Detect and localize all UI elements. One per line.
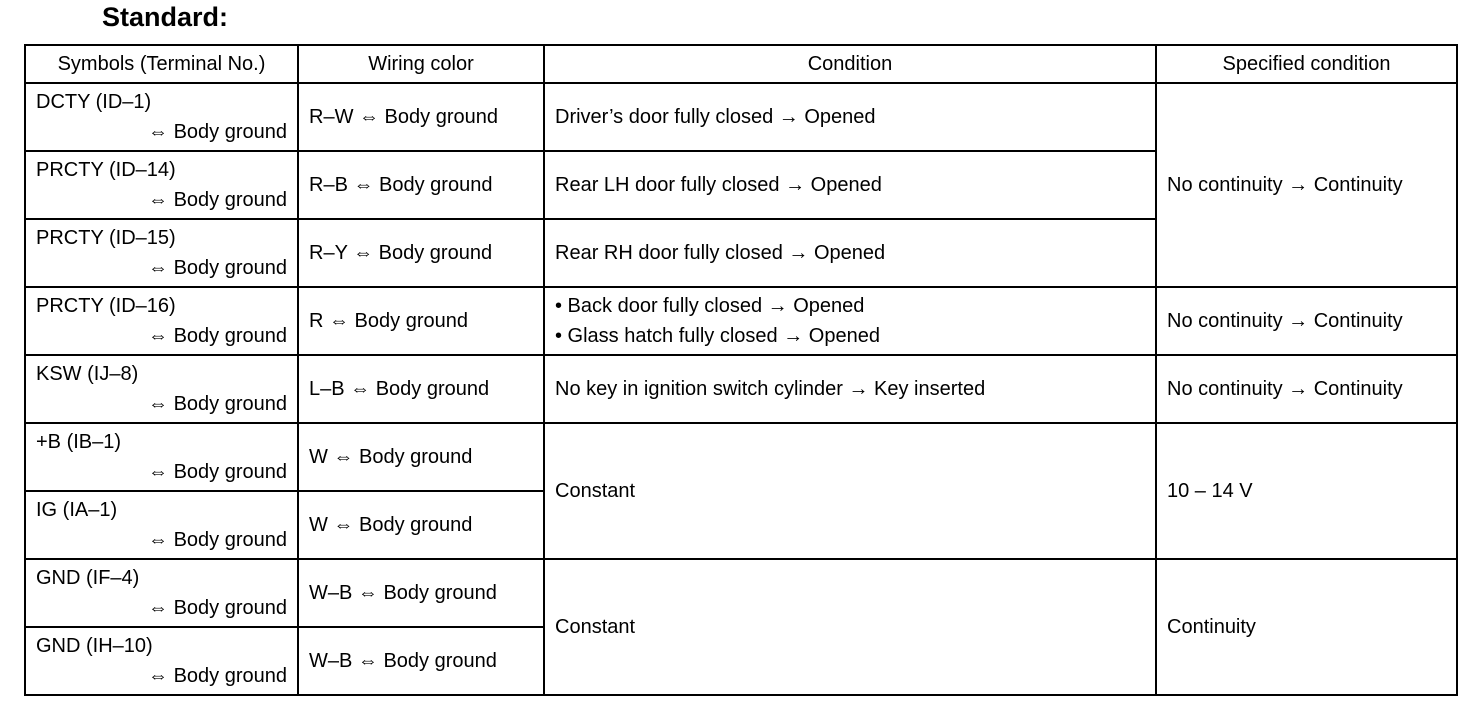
symbol-cell <box>25 83 298 151</box>
symbol-cell <box>25 559 298 627</box>
header-row <box>25 45 1457 83</box>
header-specified: Specified condition <box>1156 45 1457 83</box>
symbol-ground: ⇔ Body ground <box>148 189 287 211</box>
condition-cell: No key in ignition switch cylinder → Key inserted <box>544 355 1156 423</box>
symbol-ground: ⇔ Body ground <box>148 121 287 143</box>
symbol-cell <box>25 355 298 423</box>
specified-cell: Continuity <box>1156 559 1457 695</box>
wiring-cell: W ⇔ Body ground <box>298 491 544 559</box>
symbol-cell <box>25 423 298 491</box>
table-row <box>25 423 1457 491</box>
symbol-cell <box>25 627 298 695</box>
specified-cell: No continuity → Continuity <box>1156 355 1457 423</box>
symbol-ground: ⇔ Body ground <box>148 257 287 279</box>
wiring-cell: R–W ⇔ Body ground <box>298 83 544 151</box>
symbol-ground: ⇔ Body ground <box>148 393 287 415</box>
header-symbols: Symbols (Terminal No.) <box>25 45 298 83</box>
symbol-cell <box>25 151 298 219</box>
symbol-ground: ⇔ Body ground <box>148 665 287 687</box>
header-wiring: Wiring color <box>298 45 544 83</box>
symbol-terminal: GND (IF–4) <box>36 567 140 589</box>
wiring-cell: R–B ⇔ Body ground <box>298 151 544 219</box>
condition-bullet: • Back door fully closed → Opened <box>555 295 865 317</box>
symbol-ground: ⇔ Body ground <box>148 597 287 619</box>
symbol-ground: ⇔ Body ground <box>148 461 287 483</box>
symbol-terminal: DCTY (ID–1) <box>36 91 152 113</box>
table-row <box>25 355 1457 423</box>
wiring-cell: R–Y ⇔ Body ground <box>298 219 544 287</box>
condition-cell: Driver’s door fully closed → Opened <box>544 83 1156 151</box>
symbol-terminal: PRCTY (ID–14) <box>36 159 176 181</box>
symbol-ground: ⇔ Body ground <box>148 325 287 347</box>
condition-cell: Rear LH door fully closed → Opened <box>544 151 1156 219</box>
symbol-terminal: GND (IH–10) <box>36 635 153 657</box>
header-condition: Condition <box>544 45 1156 83</box>
symbol-terminal: PRCTY (ID–16) <box>36 295 176 317</box>
symbol-terminal: IG (IA–1) <box>36 499 118 521</box>
symbol-cell <box>25 219 298 287</box>
condition-cell <box>544 287 1156 355</box>
wiring-cell: W ⇔ Body ground <box>298 423 544 491</box>
wiring-cell: W–B ⇔ Body ground <box>298 559 544 627</box>
specified-cell: 10 – 14 V <box>1156 423 1457 559</box>
table-row <box>25 83 1457 151</box>
table-row <box>25 287 1457 355</box>
specified-cell: No continuity → Continuity <box>1156 287 1457 355</box>
symbol-ground: ⇔ Body ground <box>148 529 287 551</box>
condition-cell: Constant <box>544 423 1156 559</box>
condition-cell: Constant <box>544 559 1156 695</box>
wiring-cell: W–B ⇔ Body ground <box>298 627 544 695</box>
specified-cell: No continuity → Continuity <box>1156 83 1457 287</box>
symbol-terminal: PRCTY (ID–15) <box>36 227 176 249</box>
wiring-cell: L–B ⇔ Body ground <box>298 355 544 423</box>
symbol-cell <box>25 491 298 559</box>
table-row <box>25 559 1457 627</box>
condition-bullet: • Glass hatch fully closed → Opened <box>555 325 880 347</box>
condition-cell: Rear RH door fully closed → Opened <box>544 219 1156 287</box>
spec-table <box>24 44 1458 696</box>
wiring-cell: R ⇔ Body ground <box>298 287 544 355</box>
page-heading: Standard: <box>102 2 229 32</box>
symbol-terminal: +B (IB–1) <box>36 431 122 453</box>
symbol-cell <box>25 287 298 355</box>
symbol-terminal: KSW (IJ–8) <box>36 363 139 385</box>
